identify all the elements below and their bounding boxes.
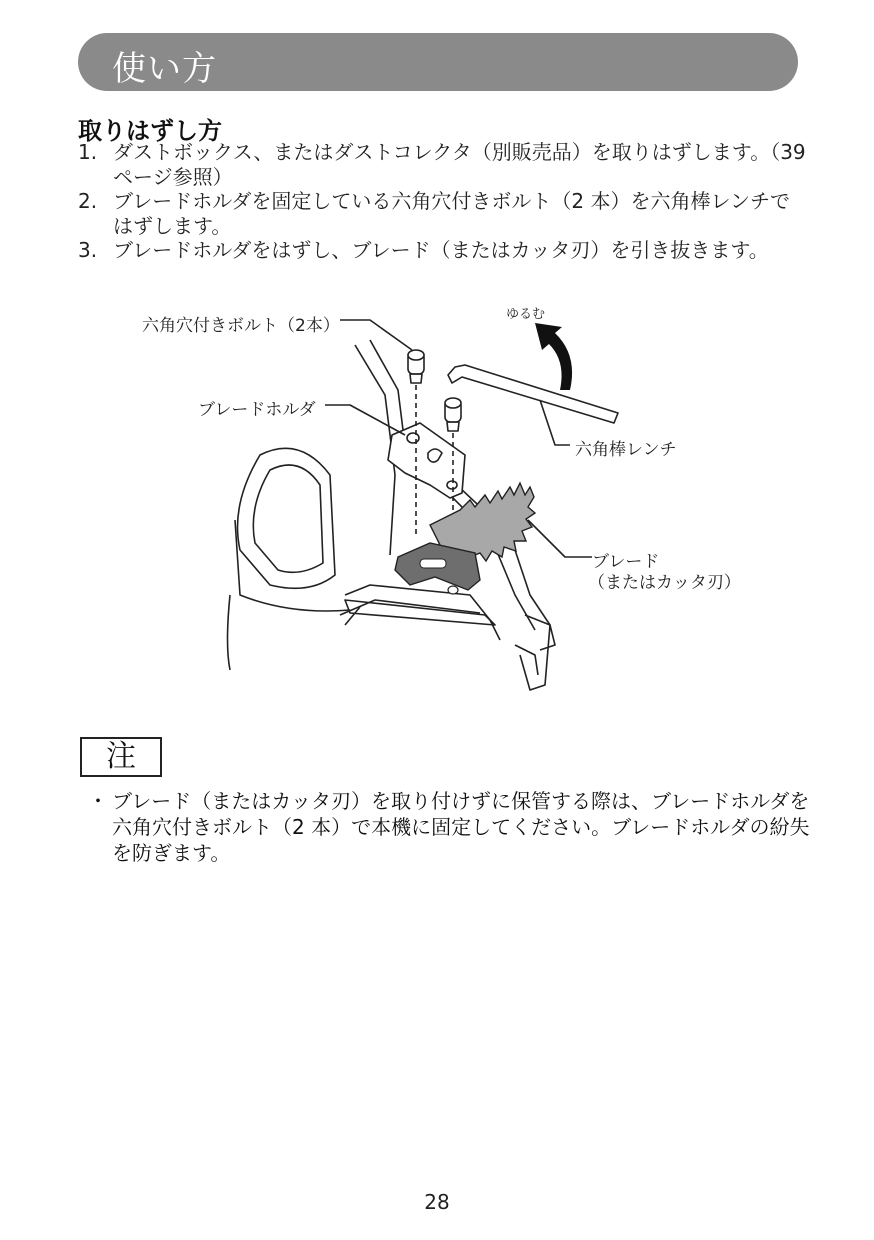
cutter-blade-label: （またはカッタ刃） <box>588 573 741 593</box>
blade-holder-illustration <box>130 295 750 705</box>
blade-label: ブレード <box>592 552 660 572</box>
header-bar <box>78 33 798 91</box>
step-text: ブレードホルダを固定している六角穴付きボルト（2 本）を六角棒レンチではずします。 <box>113 189 790 238</box>
step-number: 2. <box>78 189 98 213</box>
step-item <box>78 189 808 238</box>
hex-wrench-label: 六角棒レンチ <box>575 440 677 460</box>
step-text: ブレードホルダをはずし、ブレード（またはカッタ刃）を引き抜きます。 <box>113 238 769 262</box>
note-text: ブレード（またはカッタ刃）を取り付けずに保管する際は、ブレードホルダを六角穴付きボルト（2 本）で本機に固定してください。ブレードホルダの紛失を防ぎます。 <box>112 789 810 865</box>
step-item <box>78 238 808 263</box>
step-number: 1. <box>78 140 98 164</box>
note-text-block <box>80 788 810 866</box>
step-text: ダストボックス、またはダストコレクタ（別販売品）を取りはずします。（39 ページ参照） <box>113 140 806 189</box>
page-number: 28 <box>424 1190 450 1214</box>
bolt-label: 六角穴付きボルト（2本） <box>142 316 340 336</box>
step-list <box>78 140 808 263</box>
section-title: 取りはずし方 <box>78 117 222 145</box>
loosen-label: ゆるむ <box>506 307 546 322</box>
blade-holder-label: ブレードホルダ <box>198 400 316 420</box>
blade-removal-figure <box>130 295 750 705</box>
page-title: 使い方 <box>112 49 217 89</box>
note-bullet: ・ <box>88 789 108 813</box>
note-heading: 注 <box>80 737 162 777</box>
step-item <box>78 140 808 189</box>
step-number: 3. <box>78 238 98 262</box>
